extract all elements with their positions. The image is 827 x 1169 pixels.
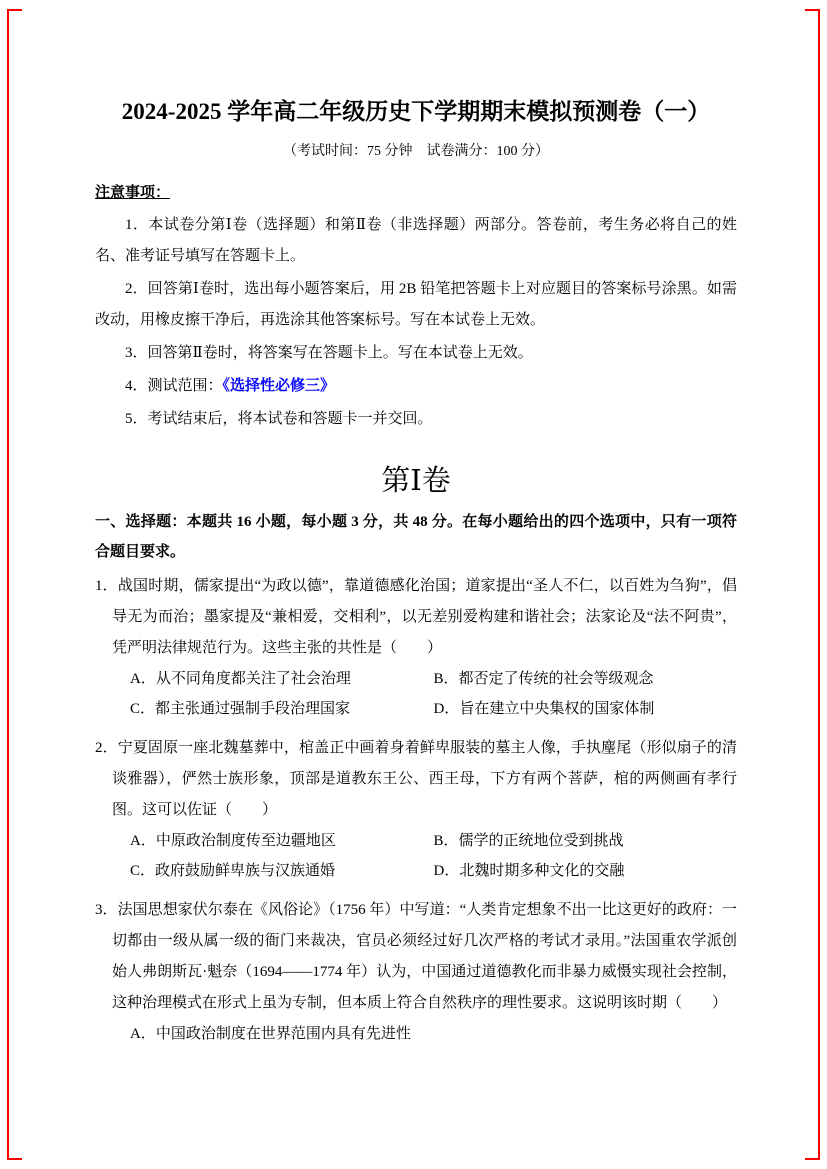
page-content <box>95 96 737 1058</box>
exam-subtitle: （考试时间：75 分钟 试卷满分：100 分） <box>283 144 549 159</box>
crop-mark-bottom-left <box>7 1158 22 1160</box>
notice-item-2: 2．回答第Ⅰ卷时，选出每小题答案后，用 2B 铅笔把答题卡上对应题目的答案标号涂黑。如需改动，用橡皮擦干净后，再选涂其他答案标号。写在本试卷上无效。 <box>95 281 737 328</box>
question-2-stem: 2．宁夏固原一座北魏墓葬中，棺盖正中画着身着鲜卑服装的墓主人像，手执麈尾（形似扇子的清谈雅器），俨然士族形象，顶部是道教东王公、西王母，下方有两个菩萨，棺的两侧画有孝行图。这可以佐证（ ） <box>95 740 737 818</box>
option-row <box>130 664 737 694</box>
q1-option-b: B．都否定了传统的社会等级观念 <box>433 671 654 687</box>
q2-option-b: B．儒学的正统地位受到挑战 <box>433 833 624 849</box>
question-3-options <box>95 1019 737 1049</box>
q2-option-c: C．政府鼓励鲜卑族与汉族通婚 <box>130 863 336 879</box>
question-2-options <box>95 826 737 886</box>
option-row <box>130 1019 737 1049</box>
q3-option-a: A．中国政治制度在世界范围内具有先进性 <box>130 1026 411 1042</box>
notice-item-4-prefix: 4．测试范围： <box>125 378 223 394</box>
notice-heading-text: 注意事项： <box>95 185 171 201</box>
test-scope-highlight: 《选择性必修三》 <box>222 378 336 394</box>
section-1-intro: 一、选择题：本题共 16 小题，每小题 3 分，共 48 分。在每小题给出的四个选项中，只有一项符合题目要求。 <box>95 514 737 560</box>
q2-option-d: D．北魏时期多种文化的交融 <box>433 863 625 879</box>
question-1 <box>95 571 737 724</box>
question-3-stem: 3．法国思想家伏尔泰在《风俗论》（1756 年）中写道：“人类肯定想象不出一比这更好的政府：一切都由一级从属一级的衙门来裁决，官员必须经过好几次严格的考试才录用。”法国重农学派创始人弗朗斯瓦·魁奈（1694——1774 年）认为，中国通过道德教化而非暴力威慑实现社会控制，这种治理模式在形式上虽为专制，但本质上符合自然秩序的理性要求。这说明该时期（ ） <box>95 902 737 1011</box>
q1-option-d: D．旨在建立中央集权的国家体制 <box>433 701 655 717</box>
crop-mark-bottom-right <box>805 1158 820 1160</box>
left-edge-mark <box>7 9 9 1160</box>
notice-item-5: 5．考试结束后，将本试卷和答题卡一并交回。 <box>125 411 433 427</box>
option-row <box>130 826 737 856</box>
q2-option-a: A．中原政治制度传至边疆地区 <box>130 833 336 849</box>
option-row <box>130 694 737 724</box>
question-1-stem: 1．战国时期，儒家提出“为政以德”，靠道德感化治国；道家提出“圣人不仁，以百姓为刍狗”，倡导无为而治；墨家提及“兼相爱，交相利”，以无差别爱构建和谐社会；法家论及“法不阿贵”，凭严明法律规范行为。这些主张的共性是（ ） <box>95 578 737 656</box>
crop-mark-top-left <box>7 9 22 11</box>
question-1-options <box>95 664 737 724</box>
question-2 <box>95 733 737 886</box>
q1-option-a: A．从不同角度都关注了社会治理 <box>130 671 351 687</box>
q1-option-c: C．都主张通过强制手段治理国家 <box>130 701 351 717</box>
notice-item-4 <box>95 371 737 402</box>
notice-heading <box>95 178 737 208</box>
part-1-heading: 第Ⅰ卷 <box>381 465 451 497</box>
notice-item-3: 3．回答第Ⅱ卷时，将答案写在答题卡上。写在本试卷上无效。 <box>125 345 533 361</box>
crop-mark-top-right <box>805 9 820 11</box>
exam-title: 2024-2025 学年高二年级历史下学期期末模拟预测卷（一） <box>121 99 711 124</box>
notice-item-1: 1．本试卷分第Ⅰ卷（选择题）和第Ⅱ卷（非选择题）两部分。答卷前，考生务必将自己的姓名、准考证号填写在答题卡上。 <box>95 217 737 264</box>
right-edge-mark <box>818 9 820 1160</box>
option-row <box>130 856 737 886</box>
question-3 <box>95 895 737 1049</box>
